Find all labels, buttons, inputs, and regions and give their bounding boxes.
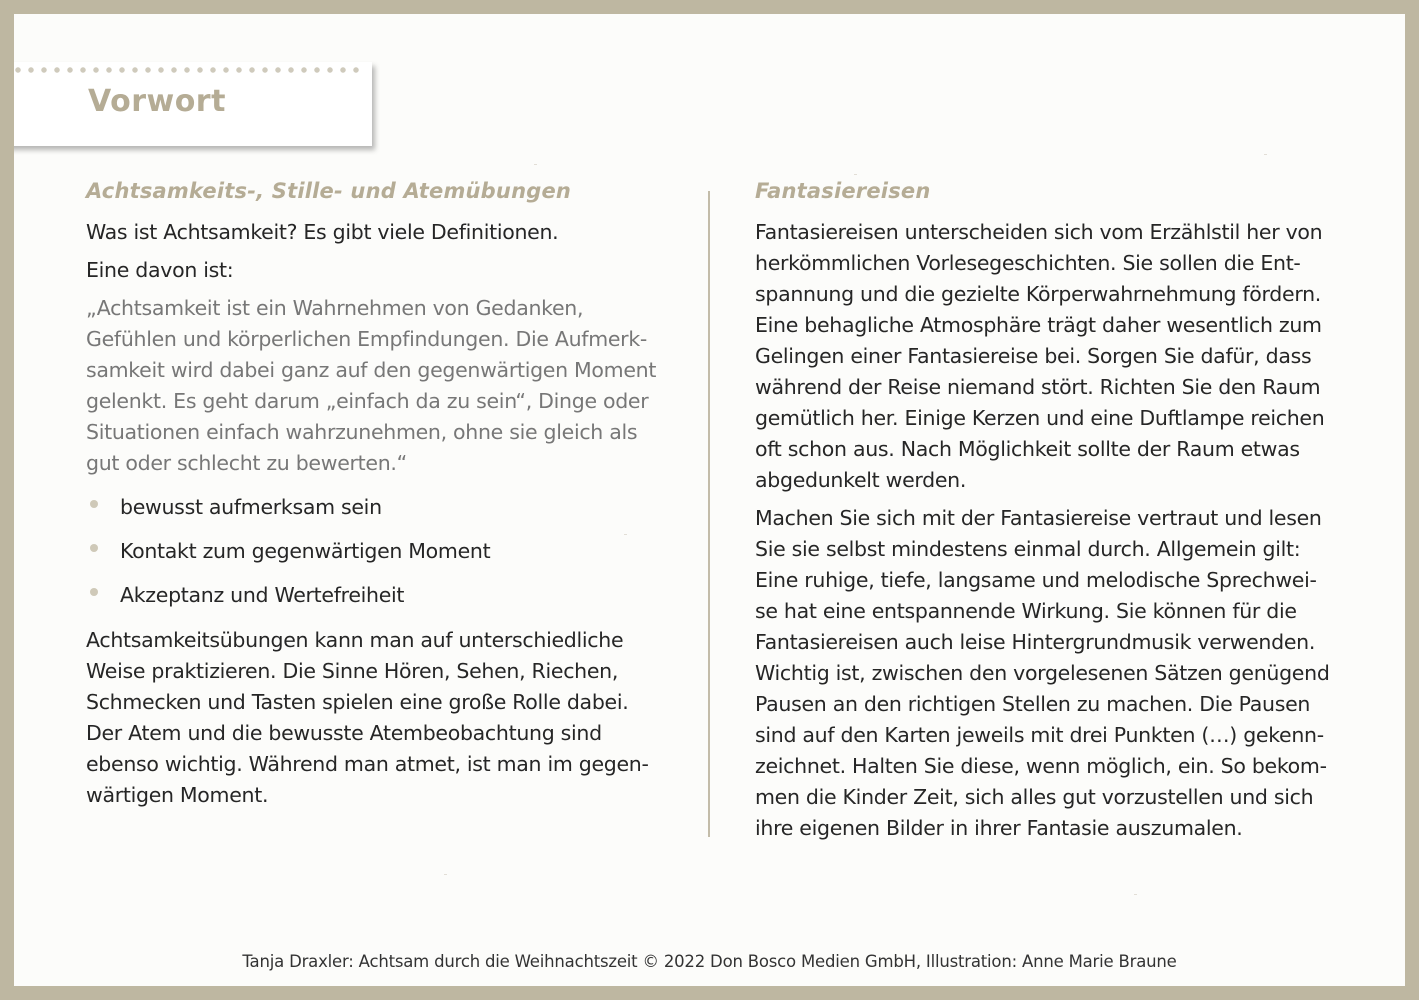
paragraph-atmosphere [755,217,1355,496]
definition-quote [86,293,686,479]
paragraph-line: Machen Sie sich mit der Fantasiereise vertraut und lesen [755,506,1322,530]
paragraph-line: Eine ruhige, tiefe, langsame und melodische Sprechwei- [755,568,1317,592]
quote-line: Situationen einfach wahrzunehmen, ohne sie gleich als [86,420,638,444]
quote-line: gut oder schlecht zu bewerten.“ [86,451,407,475]
perforation-decoration [14,66,360,74]
closing-paragraph [86,625,686,811]
list-item [86,536,686,580]
bullet-text: Kontakt zum gegenwärtigen Moment [120,539,491,563]
left-column [86,179,686,811]
paragraph-line: Weise praktizieren. Die Sinne Hören, Sehen, Riechen, [86,659,619,683]
paragraph-line: Wichtig ist, zwischen den vorgelesenen Sätzen genügend [755,661,1330,685]
quote-line: gelenkt. Es geht darum „einfach da zu sein“, Dinge oder [86,389,649,413]
section-heading-fantasy-journeys: Fantasiereisen [755,179,931,203]
paragraph-line: Fantasiereisen auch leise Hintergrundmusik verwenden. [755,630,1316,654]
intro-line: Eine davon ist: [86,258,234,282]
paragraph-line: abgedunkelt werden. [755,468,967,492]
paragraph-line: zeichnet. Halten Sie diese, wenn möglich, ein. So bekom- [755,754,1327,778]
paragraph-line: gemütlich her. Einige Kerzen und eine Duftlampe reichen [755,406,1325,430]
paragraph-line: herkömmlichen Vorlesegeschichten. Sie sollen die Ent- [755,251,1301,275]
paragraph-line: Schmecken und Tasten spielen eine große Rolle dabei. [86,690,629,714]
bullet-dot-icon [90,588,98,596]
copyright-credit: Tanja Draxler: Achtsam durch die Weihnachtszeit © 2022 Don Bosco Medien GmbH, Illustration: Anne Marie Braune [242,952,1177,971]
section-heading-mindfulness: Achtsamkeits-, Stille- und Atemübungen [86,179,572,203]
page-title: Vorwort [88,84,226,119]
bullet-dot-icon [90,544,98,552]
paragraph-line: men die Kinder Zeit, sich alles gut vorzustellen und sich [755,785,1314,809]
paragraph-line: Pausen an den richtigen Stellen zu machen. Die Pausen [755,692,1311,716]
right-column [755,179,1355,844]
paragraph-line: Sie sie selbst mindestens einmal durch. Allgemein gilt: [755,537,1301,561]
paragraph-line: Gelingen einer Fantasiereise bei. Sorgen Sie dafür, dass [755,344,1312,368]
paragraph-line: oft schon aus. Nach Möglichkeit sollte der Raum etwas [755,437,1300,461]
list-item [86,580,686,624]
quote-line: Gefühlen und körperlichen Empfindungen. Die Aufmerk- [86,327,647,351]
paragraph-line: Der Atem und die bewusste Atembeobachtung sind [86,721,602,745]
paragraph-line: Achtsamkeitsübungen kann man auf unterschiedliche [86,628,624,652]
bullet-dot-icon [90,500,98,508]
quote-line: samkeit wird dabei ganz auf den gegenwärtigen Moment [86,358,657,382]
paragraph-line: während der Reise niemand stört. Richten Sie den Raum [755,375,1321,399]
paragraph-line: Fantasiereisen unterscheiden sich vom Erzählstil her von [755,220,1323,244]
paragraph-line: ebenso wichtig. Während man atmet, ist man im gegen- [86,752,649,776]
intro-line: Was ist Achtsamkeit? Es gibt viele Definitionen. [86,220,559,244]
paragraph-line: Eine behagliche Atmosphäre trägt daher wesentlich zum [755,313,1322,337]
list-item [86,492,686,536]
paragraph-line: wärtigen Moment. [86,783,269,807]
column-divider [708,191,710,837]
paragraph-line: se hat eine entspannende Wirkung. Sie können für die [755,599,1297,623]
bullet-text: bewusst aufmerksam sein [120,495,382,519]
paragraph-line: spannung und die gezielte Körperwahrnehmung fördern. [755,282,1322,306]
paragraph-line: ihre eigenen Bilder in ihrer Fantasie auszumalen. [755,816,1243,840]
paragraph-line: sind auf den Karten jeweils mit drei Punkten (…) gekenn- [755,723,1324,747]
quote-line: „Achtsamkeit ist ein Wahrnehmen von Gedanken, [86,296,584,320]
paragraph-reading-tips [755,503,1355,844]
card-page [14,14,1405,986]
bullet-text: Akzeptanz und Wertefreiheit [120,583,405,607]
mindfulness-bullet-list [86,492,686,624]
section-tab [14,62,372,146]
